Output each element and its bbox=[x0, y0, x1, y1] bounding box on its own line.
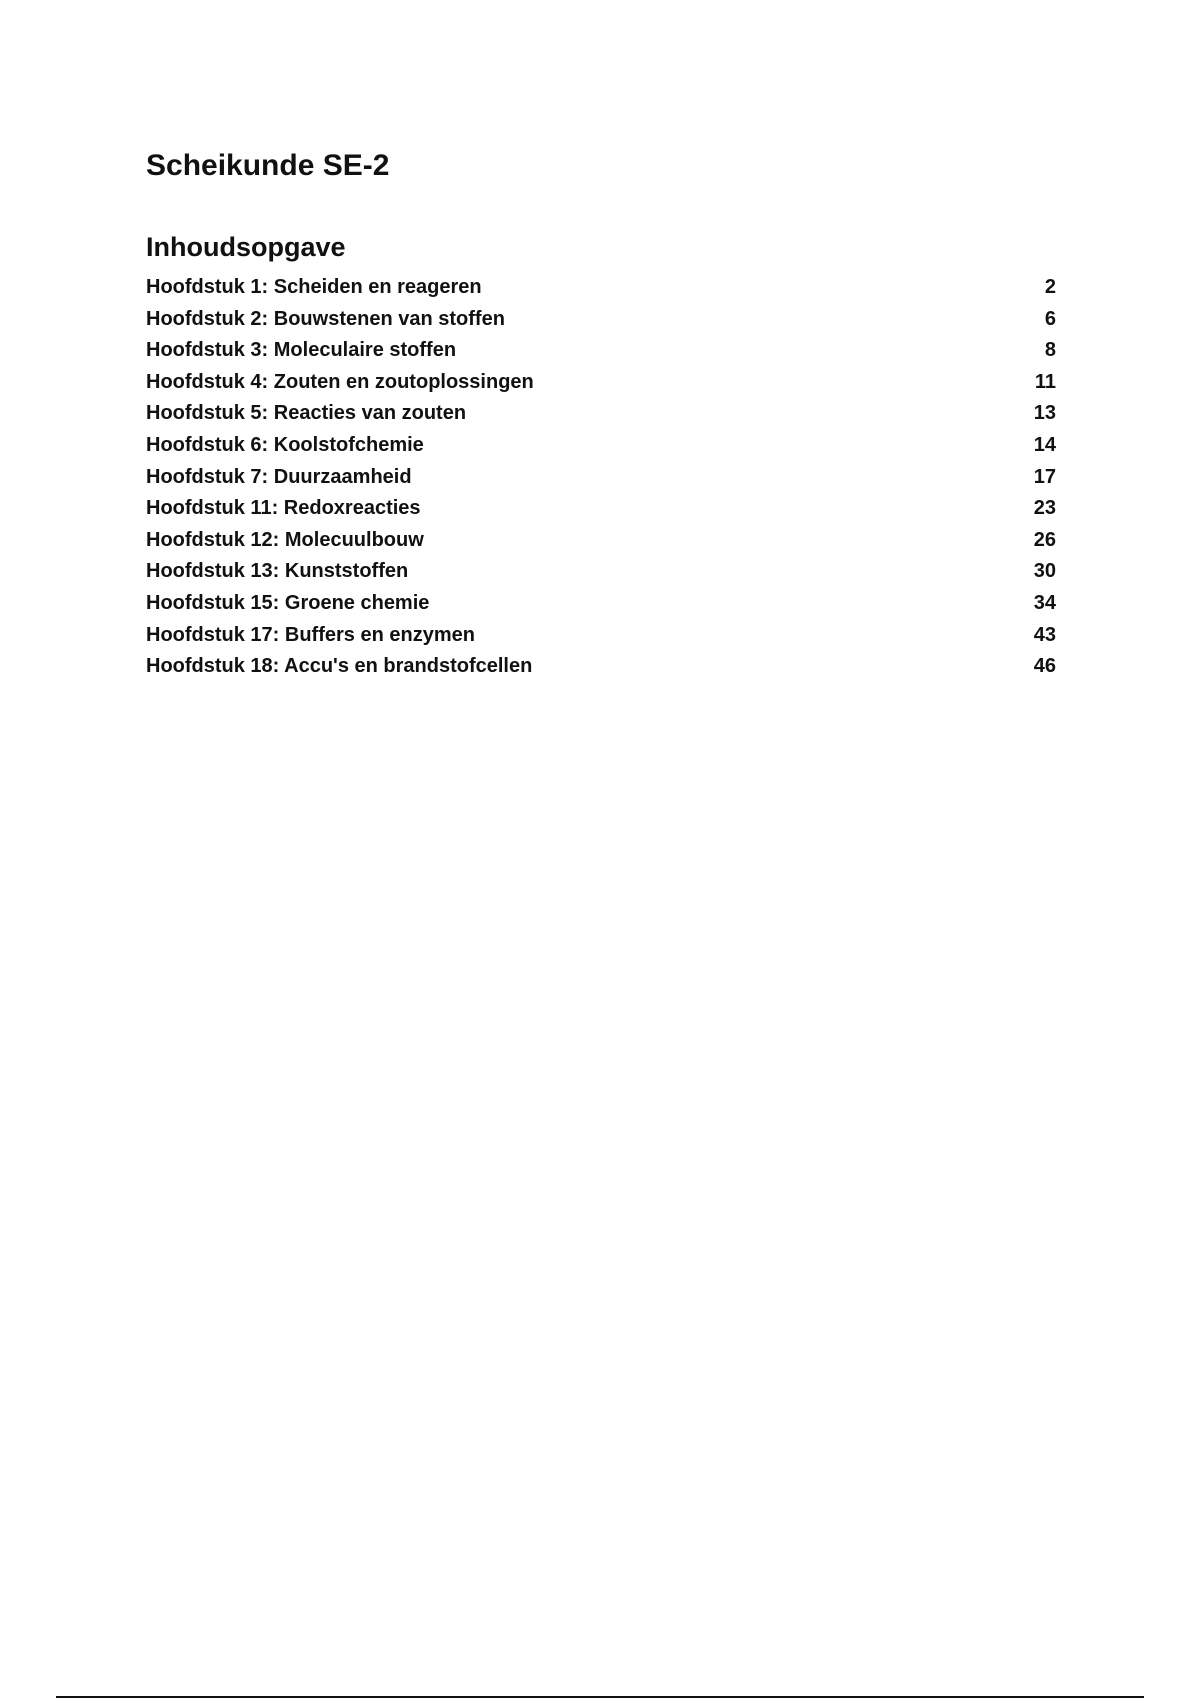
toc-entry-label: Hoofdstuk 4: Zouten en zoutoplossingen bbox=[146, 370, 534, 393]
toc-entry-label: Hoofdstuk 2: Bouwstenen van stoffen bbox=[146, 307, 505, 330]
toc-entry[interactable] bbox=[146, 462, 1056, 494]
toc-entry-label: Hoofdstuk 18: Accu's en brandstofcellen bbox=[146, 655, 533, 678]
toc-entry[interactable] bbox=[146, 556, 1056, 588]
toc-entry[interactable] bbox=[146, 335, 1056, 367]
table-of-contents bbox=[146, 272, 1056, 683]
toc-entry-page: 8 bbox=[1044, 339, 1056, 362]
toc-entry-page: 30 bbox=[1033, 560, 1056, 583]
toc-entry-label: Hoofdstuk 5: Reacties van zouten bbox=[146, 402, 467, 425]
toc-heading: Inhoudsopgave bbox=[146, 232, 346, 262]
toc-entry-page: 2 bbox=[1044, 276, 1056, 298]
toc-entry-label: Hoofdstuk 12: Molecuulbouw bbox=[146, 528, 424, 551]
toc-entry[interactable] bbox=[146, 430, 1056, 462]
toc-entry[interactable] bbox=[146, 398, 1056, 430]
toc-entry[interactable] bbox=[146, 620, 1056, 652]
toc-entry[interactable] bbox=[146, 304, 1056, 336]
toc-entry-page: 11 bbox=[1034, 370, 1056, 393]
toc-entry-page: 17 bbox=[1033, 465, 1056, 488]
toc-entry-label: Hoofdstuk 1: Scheiden en reageren bbox=[146, 276, 482, 298]
toc-entry-page: 43 bbox=[1033, 623, 1056, 646]
toc-entry[interactable] bbox=[146, 367, 1056, 399]
page-title: Scheikunde SE-2 bbox=[146, 149, 390, 182]
toc-entry[interactable] bbox=[146, 651, 1056, 683]
toc-entry-page: 26 bbox=[1033, 528, 1056, 551]
toc-entry-page: 23 bbox=[1033, 497, 1056, 520]
toc-entry-label: Hoofdstuk 17: Buffers en enzymen bbox=[146, 623, 475, 646]
toc-entry-label: Hoofdstuk 6: Koolstofchemie bbox=[146, 433, 424, 456]
toc-entry[interactable] bbox=[146, 588, 1056, 620]
toc-entry[interactable] bbox=[146, 493, 1056, 525]
toc-entry-label: Hoofdstuk 7: Duurzaamheid bbox=[146, 465, 412, 488]
toc-entry-page: 14 bbox=[1033, 433, 1056, 456]
toc-entry-label: Hoofdstuk 13: Kunststoffen bbox=[146, 560, 409, 583]
toc-entry-label: Hoofdstuk 3: Moleculaire stoffen bbox=[146, 339, 457, 362]
toc-entry-label: Hoofdstuk 15: Groene chemie bbox=[146, 591, 430, 614]
toc-entry[interactable] bbox=[146, 525, 1056, 557]
toc-entry-page: 46 bbox=[1033, 655, 1056, 678]
toc-entry-label: Hoofdstuk 11: Redoxreacties bbox=[146, 497, 421, 520]
toc-entry-page: 6 bbox=[1044, 307, 1056, 330]
footer-divider bbox=[56, 1696, 1144, 1698]
toc-entry-page: 34 bbox=[1033, 591, 1056, 614]
toc-entry[interactable] bbox=[146, 272, 1056, 304]
toc-entry-page: 13 bbox=[1033, 402, 1056, 425]
